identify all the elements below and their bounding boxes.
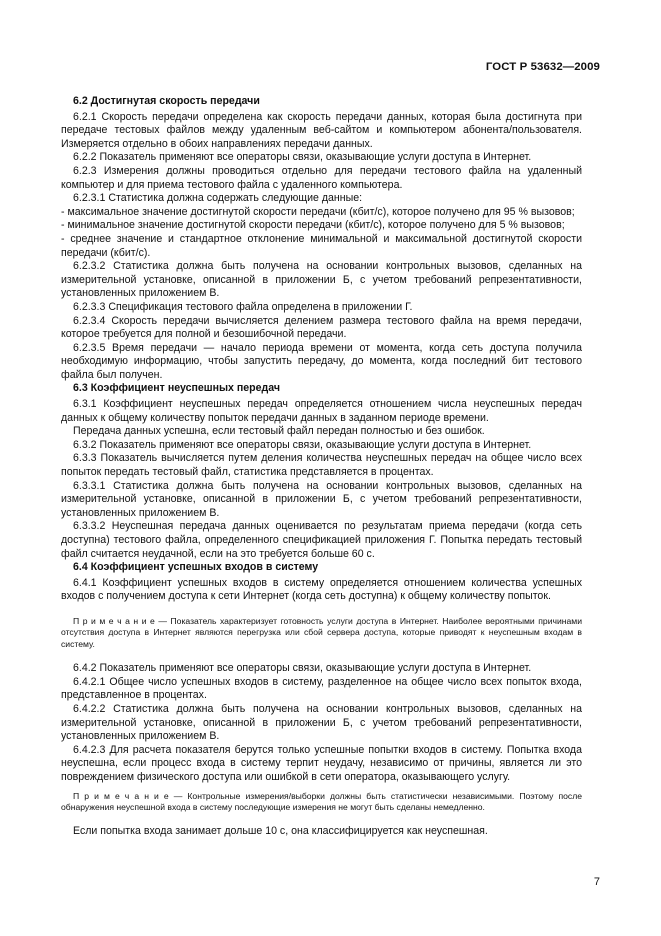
paragraph-6-3-1-success: Передача данных успешна, если тестовый файл передан полностью и без ошибок. bbox=[73, 425, 485, 438]
section-6-3-heading: 6.3 Коэффициент неуспешных передач bbox=[73, 382, 281, 395]
document-id-header: ГОСТ Р 53632—2009 bbox=[485, 61, 600, 73]
note-1-label: П р и м е ч а н и е bbox=[73, 615, 155, 626]
paragraph-6-2-3-3: 6.2.3.3 Спецификация тестового файла определена в приложении Г. bbox=[73, 300, 413, 313]
paragraph-6-4-2-2: 6.4.2.2 Статистика должна быть получена на основании контрольных вызовов, сделанных на измерительной установке, описанной в приложении Б, с учетом требований репрезентативности, установленных приложением В. bbox=[61, 702, 582, 743]
paragraph-6-4-1: 6.4.1 Коэффициент успешных входов в систему определяется отношением количества успешных входов с получением доступа к сети Интернет (когда сеть доступна) к общему количеству попыток. bbox=[61, 576, 582, 603]
paragraph-6-2-3-4: 6.2.3.4 Скорость передачи вычисляется делением размера тестового файла на время передачи, которое требуется для полной и безошибочной передачи. bbox=[61, 314, 582, 341]
bullet-min-speed: - минимальное значение достигнутой скорости передачи (кбит/с), которое получено для 5 % вызовов; bbox=[61, 219, 565, 232]
paragraph-6-4-2: 6.4.2 Показатель применяют все операторы связи, оказывающие услуги доступа в Интернет. bbox=[73, 662, 532, 675]
paragraph-6-3-3-1: 6.3.3.1 Статистика должна быть получена на основании контрольных вызовов, сделанных на измерительной установке, описанной в приложении Б, с учетом требований репрезентативности, установленных приложением В. bbox=[61, 479, 582, 519]
note-2-label: П р и м е ч а н и е bbox=[73, 790, 169, 801]
paragraph-6-4-2-3: 6.4.2.3 Для расчета показателя берутся только успешные попытки входов в систему. Попытка входа неуспешна, если процесс входа в систему терпит неудачу, независимо от причины, является ли это повреждением физического доступа или ошибкой в сети оператора, оказывающего услугу. bbox=[61, 743, 582, 783]
paragraph-6-3-3-2: 6.3.3.2 Неуспешная передача данных оценивается по результатам приема передачи (когда сеть доступна) тестового файла, определенного спецификацией приложения Г. Попытка передать тестовый файл считается неудачной, если на это требуется больше 60 с. bbox=[61, 520, 582, 560]
paragraph-timeout: Если попытка входа занимает дольше 10 с, она классифицируется как неуспешная. bbox=[73, 825, 488, 838]
note-1 bbox=[61, 616, 582, 650]
note-2-text: — Контрольные измерения/выборки должны быть статистически независимыми. Поэтому после обнаружения неуспешной входа в систему последующие измерения не могут быть сделаны немедленно. bbox=[61, 790, 583, 812]
page-number: 7 bbox=[593, 876, 600, 888]
paragraph-6-2-2: 6.2.2 Показатель применяют все операторы связи, оказывающие услуги доступа в Интернет. bbox=[73, 151, 532, 164]
section-6-2-heading: 6.2 Достигнутая скорость передачи bbox=[73, 95, 260, 107]
paragraph-6-2-3-1: 6.2.3.1 Статистика должна содержать следующие данные: bbox=[73, 192, 363, 205]
paragraph-6-3-1: 6.3.1 Коэффициент неуспешных передач определяется отношением числа неуспешных передач данных к общему количеству попыток передачи данных в заданном периоде времени. bbox=[61, 398, 582, 424]
paragraph-6-2-3-2: 6.2.3.2 Статистика должна быть получена на основании контрольных вызовов, сделанных на измерительной установке, описанной в приложении Б, с учетом требований репрезентативности, установленных приложением В. bbox=[61, 260, 582, 300]
note-1-text: — Показатель характеризует готовность услуги доступа в Интернет. Наиболее вероятными причинами отсутствия доступа в Интернет являются перегрузка или сбой сервера доступа, которые приводят к неуспешным входам в систему. bbox=[61, 615, 583, 649]
paragraph-6-2-1: 6.2.1 Скорость передачи определена как скорость передачи данных, которая была достигнута при передаче тестовых файлов между удаленным веб-сайтом и компьютером абонента/пользователя. Измеряется отдельно в обоих направлениях передачи данных. bbox=[61, 110, 582, 150]
paragraph-6-3-2: 6.3.2 Показатель применяют все операторы связи, оказывающие услуги доступа в Интернет. bbox=[73, 438, 532, 451]
paragraph-6-2-3-5: 6.2.3.5 Время передачи — начало периода времени от момента, когда сеть доступа получила необходимую информацию, чтобы запустить передачу, до момента, когда последний бит тестового файла был получен. bbox=[61, 341, 582, 381]
bullet-mean-speed: - среднее значение и стандартное отклонение минимальной и максимальной достигнутой скорости передачи (кбит/с). bbox=[61, 232, 582, 259]
paragraph-6-4-2-1: 6.4.2.1 Общее число успешных входов в систему, разделенное на общее число всех попыток входа, представленное в процентах. bbox=[61, 675, 582, 702]
paragraph-6-3-3: 6.3.3 Показатель вычисляется путем деления количества неуспешных передач на общее число всех попыток передать тестовый файл, статистика представляется в процентах. bbox=[61, 452, 582, 479]
document-body bbox=[61, 95, 582, 839]
bullet-max-speed: - максимальное значение достигнутой скорости передачи (кбит/с), которое получено для 95 % вызовов; bbox=[61, 205, 575, 218]
section-6-4-heading: 6.4 Коэффициент успешных входов в систему bbox=[73, 561, 319, 574]
paragraph-6-2-3: 6.2.3 Измерения должны проводиться отдельно для передачи тестового файла на удаленный компьютер и для приема тестового файла с удаленного компьютера. bbox=[61, 164, 582, 191]
note-2 bbox=[61, 791, 582, 814]
